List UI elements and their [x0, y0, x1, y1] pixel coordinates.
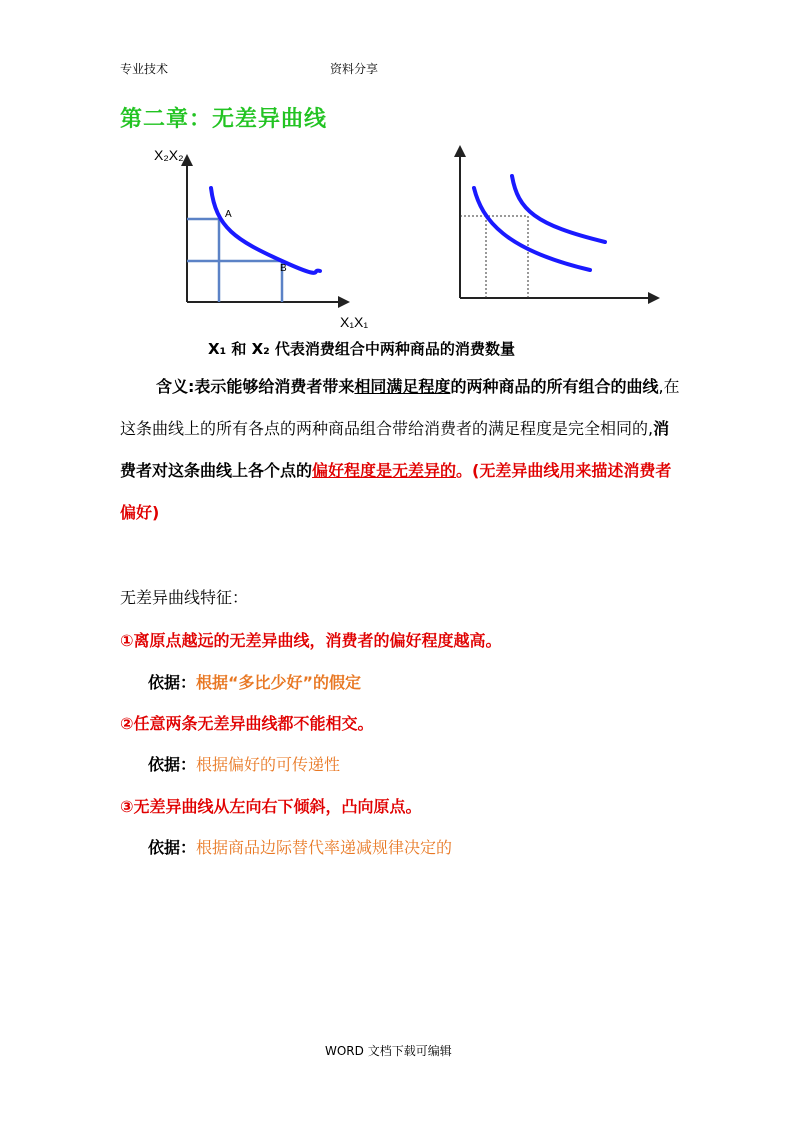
definition-part-4: ,在这条曲线上的所有各点的两种商品组合带给消费者的满足程度是完全相同的, — [120, 377, 680, 438]
x-axis-label: X₁X₁ — [340, 314, 369, 330]
basis-text: 根据“多比少好”的假定 — [196, 673, 362, 692]
x-axis-arrow — [338, 296, 350, 308]
definition-part-7: 。(无差异曲线用来描述消费者偏好) — [120, 461, 672, 522]
diagram-caption: X₁ 和 X₂ 代表消费组合中两种商品的消费数量 — [208, 340, 515, 358]
definition-paragraph — [120, 366, 680, 534]
definition-part-2: 相同满足程度 — [354, 377, 451, 396]
definition-part-1: 表示能够给消费者带来 — [194, 377, 355, 396]
y-axis-arrow — [454, 145, 466, 157]
header-middle: 资料分享 — [330, 62, 379, 76]
definition-part-5: 消费者对这条曲线上各个点的 — [120, 419, 670, 480]
basis-text: 根据偏好的可传递性 — [196, 755, 341, 774]
indifference-curve-lower — [474, 188, 590, 270]
footer-text: WORD 文档下载可编辑 — [325, 1044, 452, 1058]
feature-3-basis — [148, 835, 452, 858]
feature-2-title: ②任意两条无差异曲线都不能相交。 — [120, 714, 374, 733]
point-b-label: B — [280, 263, 287, 274]
indifference-curve-diagram-left — [140, 140, 380, 340]
header-left: 专业技术 — [120, 62, 169, 76]
y-axis-label: X₂X₂ — [154, 147, 184, 163]
definition-lead: 含义: — [156, 377, 195, 396]
basis-label: 依据： — [148, 755, 197, 774]
basis-label: 依据： — [148, 673, 197, 692]
indifference-curve-diagram-right — [440, 140, 680, 310]
feature-2-basis — [148, 752, 340, 775]
feature-3-title: ③无差异曲线从左向右下倾斜，凸向原点。 — [120, 797, 422, 816]
features-heading: 无差异曲线特征： — [120, 588, 249, 607]
feature-1-title: ①离原点越远的无差异曲线，消费者的偏好程度越高。 — [120, 631, 502, 650]
definition-part-6: 偏好程度是无差异的 — [312, 461, 457, 480]
indifference-curve-upper — [512, 176, 605, 242]
x-axis-arrow — [648, 292, 660, 304]
chapter-title: 第二章：无差异曲线 — [120, 106, 328, 132]
feature-1-basis — [148, 670, 361, 693]
definition-part-3: 的两种商品的所有组合的曲线 — [450, 377, 659, 396]
point-a-label: A — [225, 209, 232, 220]
basis-label: 依据： — [148, 838, 197, 857]
basis-text: 根据商品边际替代率递减规律决定的 — [196, 838, 453, 857]
